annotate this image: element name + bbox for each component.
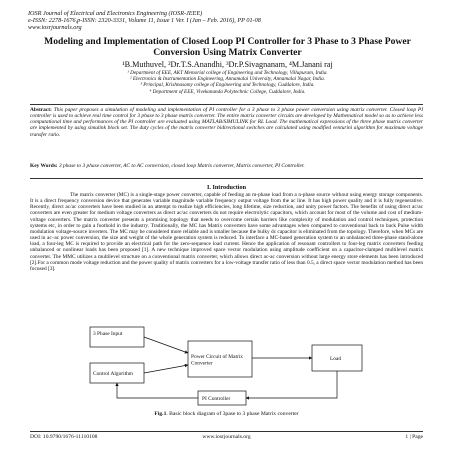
- keywords: [30, 163, 423, 169]
- pi-block-label: PI Controller: [202, 396, 231, 402]
- affiliation-3: ³ Principal, Krishnasamy college of Engineering and Technology, Cuddalore, India.: [140, 82, 315, 89]
- feedback-pi-to-control: [117, 383, 198, 398]
- block-diagram: [30, 325, 423, 410]
- intro-paragraph: The matrix converter (MC) is a single-stage power converter, capable of feeding an m-phase load from a n-phase source without using energy storage components. It is a direct frequency conversion device that generates variable magnitude variable frequency output voltage from the ac line. It has high power quality and it is fully regenerative. Recently, direct ac/ac converters have been studied in an attempt to realize high efficiencies, long lifetime, size reduction, and unity power factors. The benefits of using direct ac/ac converters are even greater for medium voltage converters as direct ac/ac converters do not require electrolytic capacitors, which account for most of the volume and cost of medium-voltage converters. The matrix converter presents a promising topology that needs to overcome certain barriers like complexity of modulation and control techniques, protection systems etc, in order to gain a foothold in the industry. Traditionally, the MC has Matrix converters have some advantages when compared to conventional back to back Pulse width modulation voltage-source inverters. The MC may be considered more reliable and is smaller because the bulky dc capacitor is eliminated from the topology. Therefore, when MCs are used in ac–ac power conversion, the size and weight of the whole generation system is reduced. To interface a MC-based generation system to an unbalanced three-phase stand-alone load, a four-leg MC is required to provide an electrical path for the zero-sequence load current. Hence the application of resonant controllers to four-leg matrix converters feeding unbalanced or nonlinear loads has been proposed [1]. A new technique improved space vector modulation using amplitude coefficient on a capacitor-clamped multilevel matrix converter. The MMC utilizes a multilevel structure on a conventional matrix converter, which allows direct ac-ac conversion without large energy store elements has been introduced [2].For a common mode voltage reduction and the power quality of matrix converters for a low-voltage transfer ratio of less than 0.5, a direct space vector modulation method has been focused [3].: [30, 192, 423, 272]
- section-heading: I. Introduction: [206, 184, 247, 191]
- affiliation-2: ² Electronics & Instrumentation Engineering, Annamalai University, Annamalai Nagar, India.: [130, 76, 325, 83]
- footer-doi: DOI: 10.9790/1676-11110108: [30, 434, 98, 440]
- journal-header: [28, 10, 428, 32]
- power-block-label: Power Circuit of Matrix Converter: [191, 353, 243, 367]
- keywords-text: 3 phase to 3 phase converter, AC to AC conversion, closed loop Matrix converter, Matrix converter, PI Controller.: [57, 163, 305, 169]
- footer-website: www.iosrjournals.org: [202, 434, 251, 440]
- divider-bottom: [30, 178, 423, 179]
- journal-issn: e-ISSN: 2278-1676,p-ISSN: 2320-3331, Volume 11, Issue 1 Ver. I (Jan – Feb. 2016), PP 01-08: [28, 17, 261, 25]
- input-block: [90, 327, 144, 347]
- figure-caption-text: . Basic block diagram of 3pase to 3 phase Matrix converter: [166, 411, 299, 417]
- footer-divider: [30, 431, 423, 432]
- abstract-label: Abstract:: [30, 107, 52, 113]
- paper-authors: ¹B.Muthuvel, ²Dr.T.S.Anandhi, ³Dr.P.Sivagnanam, ⁴M.Janani raj: [122, 60, 333, 69]
- load-block-label: Load: [330, 356, 342, 362]
- arrow-input-to-power: [144, 337, 188, 353]
- figure-caption-label: Fig.1: [154, 411, 167, 417]
- affiliation-4: ⁴ Department of EEE, Vivekananda Polytechnic College, Cuddalore, India.: [149, 88, 306, 95]
- arrow-control-to-power: [144, 365, 188, 373]
- abstract: [30, 107, 423, 138]
- divider-top: [30, 104, 423, 105]
- paper-title: Modeling and Implementation of Closed Loop PI Controller for 3 Phase to 3 Phase Power Conversion Using Matrix Converter: [44, 36, 411, 58]
- journal-name: IOSR Journal of Electrical and Electronics Engineering (IOSR-JEEE): [28, 10, 203, 17]
- affiliations: [30, 70, 425, 95]
- affiliation-1: ¹ Department of EEE, AKT Memorial college of Engineering and Technology, Villupuram, India.: [127, 70, 328, 76]
- footer-page-number: 1 | Page: [405, 434, 423, 440]
- control-block-label: Control Algorithm: [93, 371, 133, 377]
- keywords-label: Key Words:: [30, 163, 58, 169]
- input-block-label: 3 Phase Input: [93, 331, 123, 337]
- feedback-load-to-pi: [246, 371, 337, 398]
- abstract-text: This paper proposes a simulation of modeling and implementation of PI controller for a 3 phase to 3 phase power conversion using matrix converter. Closed loop PI controller is used to achieve real time control for 3 phase to 3 phase matrix converter. The entire matrix converter circuits are developed by Mathematical model so as to achieve less computational time and performances of the PI controller are evaluated using MATLAB/SIMULINK for RL Load. The mathematical expressions of the three phase matrix converter are implemented by using simulink block set. The duty cycles of the matrix converter bidirectional switches are calculated using modified venturini algorithm for maximum voltage transfer ratio.: [30, 107, 423, 138]
- journal-website: www.iosrjournals.org: [28, 24, 82, 32]
- figure-caption: [30, 411, 423, 417]
